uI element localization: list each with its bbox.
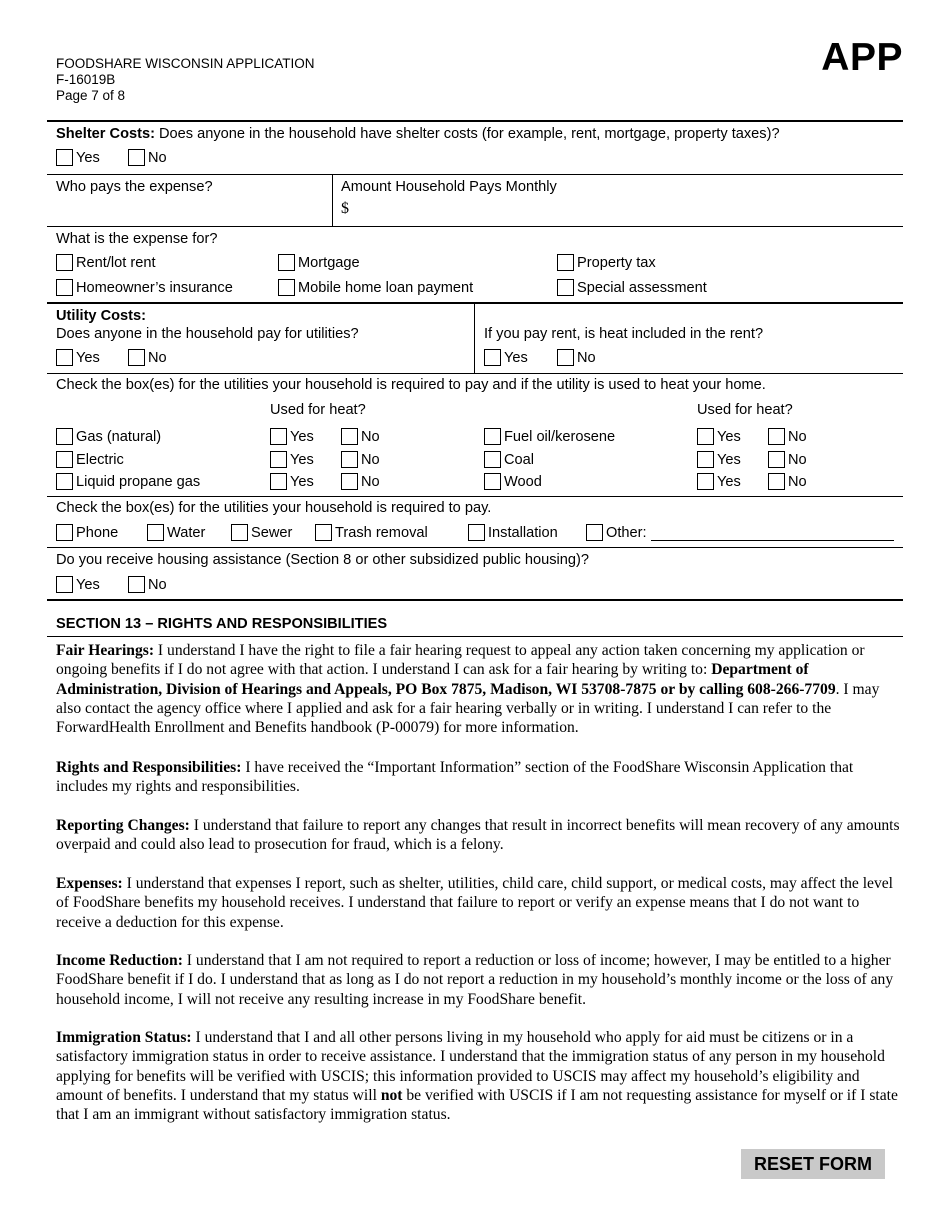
- reporting-changes-paragraph: Reporting Changes: I understand that failure to report any changes that result in incorrect benefits will mean recovery of any amounts overpaid and could also lead to prosecution for fraud, which is a felony.: [56, 817, 900, 854]
- section-13-title: SECTION 13 – RIGHTS AND RESPONSIBILITIES: [56, 616, 388, 632]
- expense-for-label: What is the expense for?: [56, 231, 218, 247]
- divider: [332, 174, 333, 226]
- divider: [47, 226, 903, 227]
- shelter-label: Shelter Costs:: [56, 126, 155, 142]
- divider: [47, 174, 903, 175]
- propane-heat-yes-checkbox[interactable]: Yes: [270, 472, 314, 491]
- special-assessment-checkbox[interactable]: Special assessment: [557, 278, 707, 297]
- coal-heat-yes-checkbox[interactable]: Yes: [697, 450, 741, 469]
- reset-form-button[interactable]: RESET FORM: [741, 1149, 885, 1179]
- fair-hearings-label: Fair Hearings:: [56, 642, 155, 659]
- utility-label: Utility Costs:: [56, 308, 146, 324]
- housing-yes-checkbox[interactable]: Yes: [56, 575, 100, 594]
- sewer-checkbox[interactable]: Sewer: [231, 523, 292, 542]
- fair-hearings-paragraph: Fair Hearings: I understand I have the right to file a fair hearing request to appeal any action taken concerning my application or ongoing benefits if I do not agree with that action. I understand I can ask for a fair hearing by writing to: Department of Administration, Division of Hearings and Appeals, PO Box 7875, Madison, WI 53708-7875 or by calling 608-266-7709. I may also contact the agency office where I applied and ask for a fair hearing verbally or in writing. I understand I can refer to the ForwardHealth Enrollment and Benefits handbook (P-00079) for more information.: [56, 642, 880, 737]
- shelter-question-text: Does anyone in the household have shelter costs (for example, rent, mortgage, property taxes)?: [154, 126, 780, 142]
- propane-heat-no-checkbox[interactable]: No: [341, 472, 380, 491]
- heat-included-yes-checkbox[interactable]: Yes: [484, 348, 528, 367]
- rights-label: Rights and Responsibilities:: [56, 759, 242, 776]
- gas-heat-yes-checkbox[interactable]: Yes: [270, 427, 314, 446]
- water-checkbox[interactable]: Water: [147, 523, 205, 542]
- amount-label: Amount Household Pays Monthly: [341, 179, 557, 195]
- mortgage-checkbox[interactable]: Mortgage: [278, 253, 360, 272]
- fuel-oil-checkbox[interactable]: Fuel oil/kerosene: [484, 427, 615, 446]
- used-for-heat-header-right: Used for heat?: [697, 402, 793, 418]
- divider: [47, 302, 903, 304]
- form-number: F-16019B: [56, 72, 116, 87]
- other-checkbox[interactable]: Other:: [586, 523, 647, 542]
- property-tax-checkbox[interactable]: Property tax: [557, 253, 656, 272]
- income-reduction-paragraph: Income Reduction: I understand that I am not required to report a reduction or loss of income; however, I may be entitled to a higher FoodShare benefit if I do. I understand that as long as I do not report a reduction in my household’s monthly income or the loss of any household income, I will not receive any resulting increase in my FoodShare benefit.: [56, 952, 894, 1008]
- phone-checkbox[interactable]: Phone: [56, 523, 118, 542]
- heat-included-question: If you pay rent, is heat included in the rent?: [484, 326, 764, 342]
- shelter-yes-checkbox[interactable]: Yes: [56, 148, 100, 167]
- expenses-paragraph: Expenses: I understand that expenses I report, such as shelter, utilities, child care, child support, or medical costs, may affect the level of FoodShare benefits my household receives. I understand that failure to report or verify an expense means that I do not want to receive a deduction for this expense.: [56, 875, 894, 931]
- amount-currency: $: [341, 200, 349, 217]
- shelter-no-checkbox[interactable]: No: [128, 148, 167, 167]
- immigration-status-label: Immigration Status:: [56, 1029, 192, 1046]
- wood-heat-no-checkbox[interactable]: No: [768, 472, 807, 491]
- divider: [47, 547, 903, 548]
- divider: [47, 599, 903, 601]
- expenses-label: Expenses:: [56, 875, 123, 892]
- coal-checkbox[interactable]: Coal: [484, 450, 534, 469]
- wood-heat-yes-checkbox[interactable]: Yes: [697, 472, 741, 491]
- utility-yes-checkbox[interactable]: Yes: [56, 348, 100, 367]
- divider: [47, 496, 903, 497]
- propane-checkbox[interactable]: Liquid propane gas: [56, 472, 200, 491]
- reporting-changes-label: Reporting Changes:: [56, 817, 190, 834]
- used-for-heat-header-left: Used for heat?: [270, 402, 366, 418]
- divider: [474, 303, 475, 373]
- electric-heat-no-checkbox[interactable]: No: [341, 450, 380, 469]
- utility-pay-instructions: Check the box(es) for the utilities your household is required to pay.: [56, 500, 492, 516]
- utility-no-checkbox[interactable]: No: [128, 348, 167, 367]
- fuel-oil-heat-yes-checkbox[interactable]: Yes: [697, 427, 741, 446]
- electric-heat-yes-checkbox[interactable]: Yes: [270, 450, 314, 469]
- form-header: [56, 56, 315, 104]
- page-number: Page 7 of 8: [56, 88, 126, 103]
- app-badge: APP: [821, 36, 903, 79]
- rights-paragraph: Rights and Responsibilities: I have received the “Important Information” section of the FoodShare Wisconsin Application that includes my rights and responsibilities.: [56, 759, 854, 796]
- section-top-rule: [47, 120, 903, 122]
- utility-question: Does anyone in the household pay for utilities?: [56, 326, 359, 342]
- electric-checkbox[interactable]: Electric: [56, 450, 124, 469]
- divider: [47, 373, 903, 374]
- immigration-status-paragraph: Immigration Status: I understand that I and all other persons living in my household who apply for aid must be citizens or in a satisfactory immigration status in order to receive assistance. I understand that the immigration status of any person in my household applying for benefits will be verified with USCIS; this information provided to USCIS may affect my household’s eligibility and amount of benefits. I understand that my status will not be verified with USCIS if I am not requesting assistance for myself or if I state that I am an immigrant without satisfactory immigration status.: [56, 1029, 898, 1124]
- mobile-home-loan-checkbox[interactable]: Mobile home loan payment: [278, 278, 473, 297]
- gas-natural-checkbox[interactable]: Gas (natural): [56, 427, 161, 446]
- installation-checkbox[interactable]: Installation: [468, 523, 558, 542]
- shelter-question: [56, 126, 780, 143]
- wood-checkbox[interactable]: Wood: [484, 472, 542, 491]
- coal-heat-no-checkbox[interactable]: No: [768, 450, 807, 469]
- fuel-oil-heat-no-checkbox[interactable]: No: [768, 427, 807, 446]
- housing-assistance-question: Do you receive housing assistance (Section 8 or other subsidized public housing)?: [56, 552, 589, 568]
- divider: [47, 636, 903, 637]
- income-reduction-label: Income Reduction:: [56, 952, 183, 969]
- trash-removal-checkbox[interactable]: Trash removal: [315, 523, 428, 542]
- rent-checkbox[interactable]: Rent/lot rent: [56, 253, 156, 272]
- gas-heat-no-checkbox[interactable]: No: [341, 427, 380, 446]
- utility-heat-instructions: Check the box(es) for the utilities your household is required to pay and if the utility is used to heat your home.: [56, 377, 766, 393]
- homeowners-insurance-checkbox[interactable]: Homeowner’s insurance: [56, 278, 233, 297]
- hearings-address: Department of Administration, Division of Hearings and Appeals, PO Box 7875, Madison, WI 53708-7875 or by calling 608-266-7709: [56, 661, 836, 698]
- form-title: FOODSHARE WISCONSIN APPLICATION: [56, 56, 315, 71]
- who-pays-label: Who pays the expense?: [56, 179, 213, 195]
- housing-no-checkbox[interactable]: No: [128, 575, 167, 594]
- heat-included-no-checkbox[interactable]: No: [557, 348, 596, 367]
- other-text-field[interactable]: [651, 540, 894, 541]
